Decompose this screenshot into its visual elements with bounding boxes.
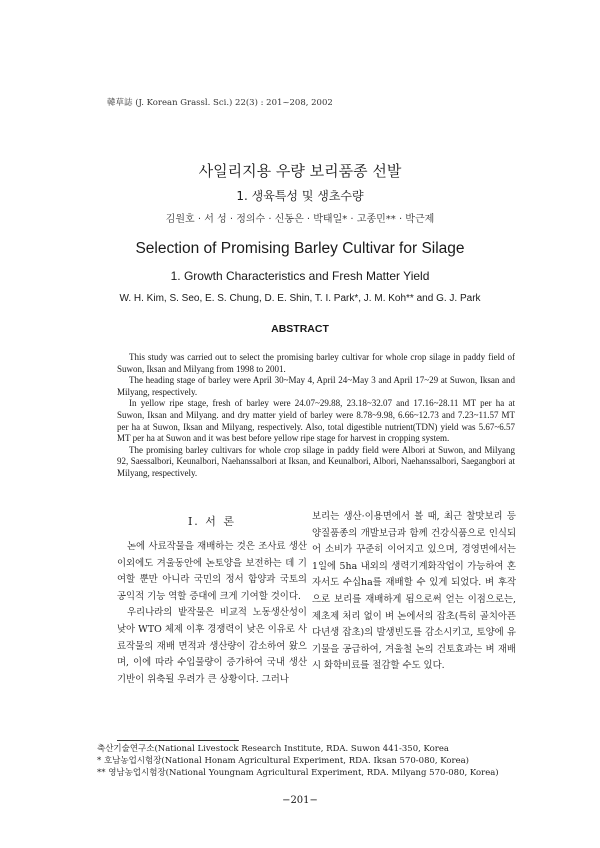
abstract-paragraph: In yellow ripe stage, fresh of barley were 24.07~29.88, 23.18~32.07 and 17.16~28.11 MT per ha at Suwon, Iksan and Milyang. and dry matter yield of barley were 8.78~9.98, 6.66~12.73 and 7.23~11.57 MT per ha at Suwon, Iksan and Milyang, respectively. Also, total digestible nutrient(TDN) yield was 5.67~6.57 MT per ha at Suwon and it was best before yellow ripe stage for harvest in cropping system. (117, 398, 515, 444)
abstract-paragraph: The heading stage of barley were April 30~May 4, April 24~May 3 and April 17~29 at Suwon, Iksan and Milyang, respectively. (117, 375, 515, 397)
footnotes (97, 743, 537, 779)
english-subtitle: 1. Growth Characteristics and Fresh Matter Yield (170, 269, 430, 283)
abstract-paragraph: The promising barley cultivars for whole crop silage in paddy field were Albori at Suwon, and Milyang 92, Saessalbori, Keunalbori, Naehanssalbori at Iksan, and Keunalbori, Albori, Naehanssalbori, Saegangbori at Milyang, respectively. (117, 444, 515, 478)
body-paragraph: 보리는 생산·이용면에서 볼 때, 최근 찰맛보리 등 양질품종의 개발보급과 함께 건강식품으로 인식되어 소비가 꾸준히 이어지고 있으며, 경영면에서는 1일에 5ha 내외의 생력기계화작업이 가능하여 혼자서도 수십ha를 재배할 수 있게 되었다. 벼 후작으로 보리를 재배하게 됨으로써 얻는 이점으로는, 제초제 처리 없이 벼 논에서의 잡초(특히 골치아픈 다년생 잡초)의 발생빈도를 감소시키고, 토양에 유기물을 공급하여, 겨울철 논의 건토효과는 벼 재배시 화학비료를 절감할 수도 있다. (312, 511, 516, 672)
journal-citation: 韓草誌 (J. Korean Grassl. Sci.) 22(3) : 201~208, 2002 (107, 98, 333, 108)
english-title: Selection of Promising Barley Cultivar for Silage (135, 240, 465, 257)
footnote: * 호남농업시험장(National Honam Agricultural Experiment, RDA. Iksan 570-080, Korea) (97, 756, 470, 766)
page-number: −201− (282, 795, 318, 806)
right-column (312, 509, 516, 675)
left-column (117, 539, 307, 688)
abstract-heading: ABSTRACT (271, 323, 329, 335)
abstract-body (117, 352, 515, 480)
footnote: 축산기술연구소(National Livestock Research Institute, RDA. Suwon 441-350, Korea (97, 744, 449, 754)
section-heading-introduction: Ⅰ. 서 론 (187, 515, 237, 528)
english-authors: W. H. Kim, S. Seo, E. S. Chung, D. E. Shin, T. I. Park*, J. M. Koh** and G. J. Park (119, 293, 481, 304)
korean-subtitle: 1. 생육특성 및 생초수량 (236, 189, 364, 203)
abstract-paragraph: This study was carried out to select the promising barley cultivar for whole crop silage in paddy field of Suwon, Iksan and Milyang from 1998 to 2001. (117, 352, 515, 374)
body-paragraph: 우리나라의 밭작물은 비교적 노동생산성이 낮아 WTO 체제 이후 경쟁력이 낮은 이유로 사료작물의 재배 면적과 생산량이 감소하여 왔으며, 이에 따라 수입물량이 증가하여 국내 생산기반이 위축될 우려가 큰 상황이다. 그러나 (117, 607, 307, 685)
body-paragraph: 논에 사료작물을 재배하는 것은 조사료 생산 이외에도 겨울동안에 논토양을 보전하는 데 기여할 뿐만 아니라 국민의 정서 함양과 국토의 공익적 기능 역할 증대에 크게 기여할 것이다. (117, 541, 307, 602)
korean-authors: 김원호 · 서 성 · 정의수 · 신동은 · 박태일* · 고종민** · 박근제 (165, 214, 435, 225)
footnote-rule (117, 740, 239, 741)
footnote: ** 영남농업시험장(National Youngnam Agricultural Experiment, RDA. Milyang 570-080, Korea) (97, 768, 499, 778)
korean-title: 사일리지용 우량 보리품종 선발 (198, 162, 402, 180)
